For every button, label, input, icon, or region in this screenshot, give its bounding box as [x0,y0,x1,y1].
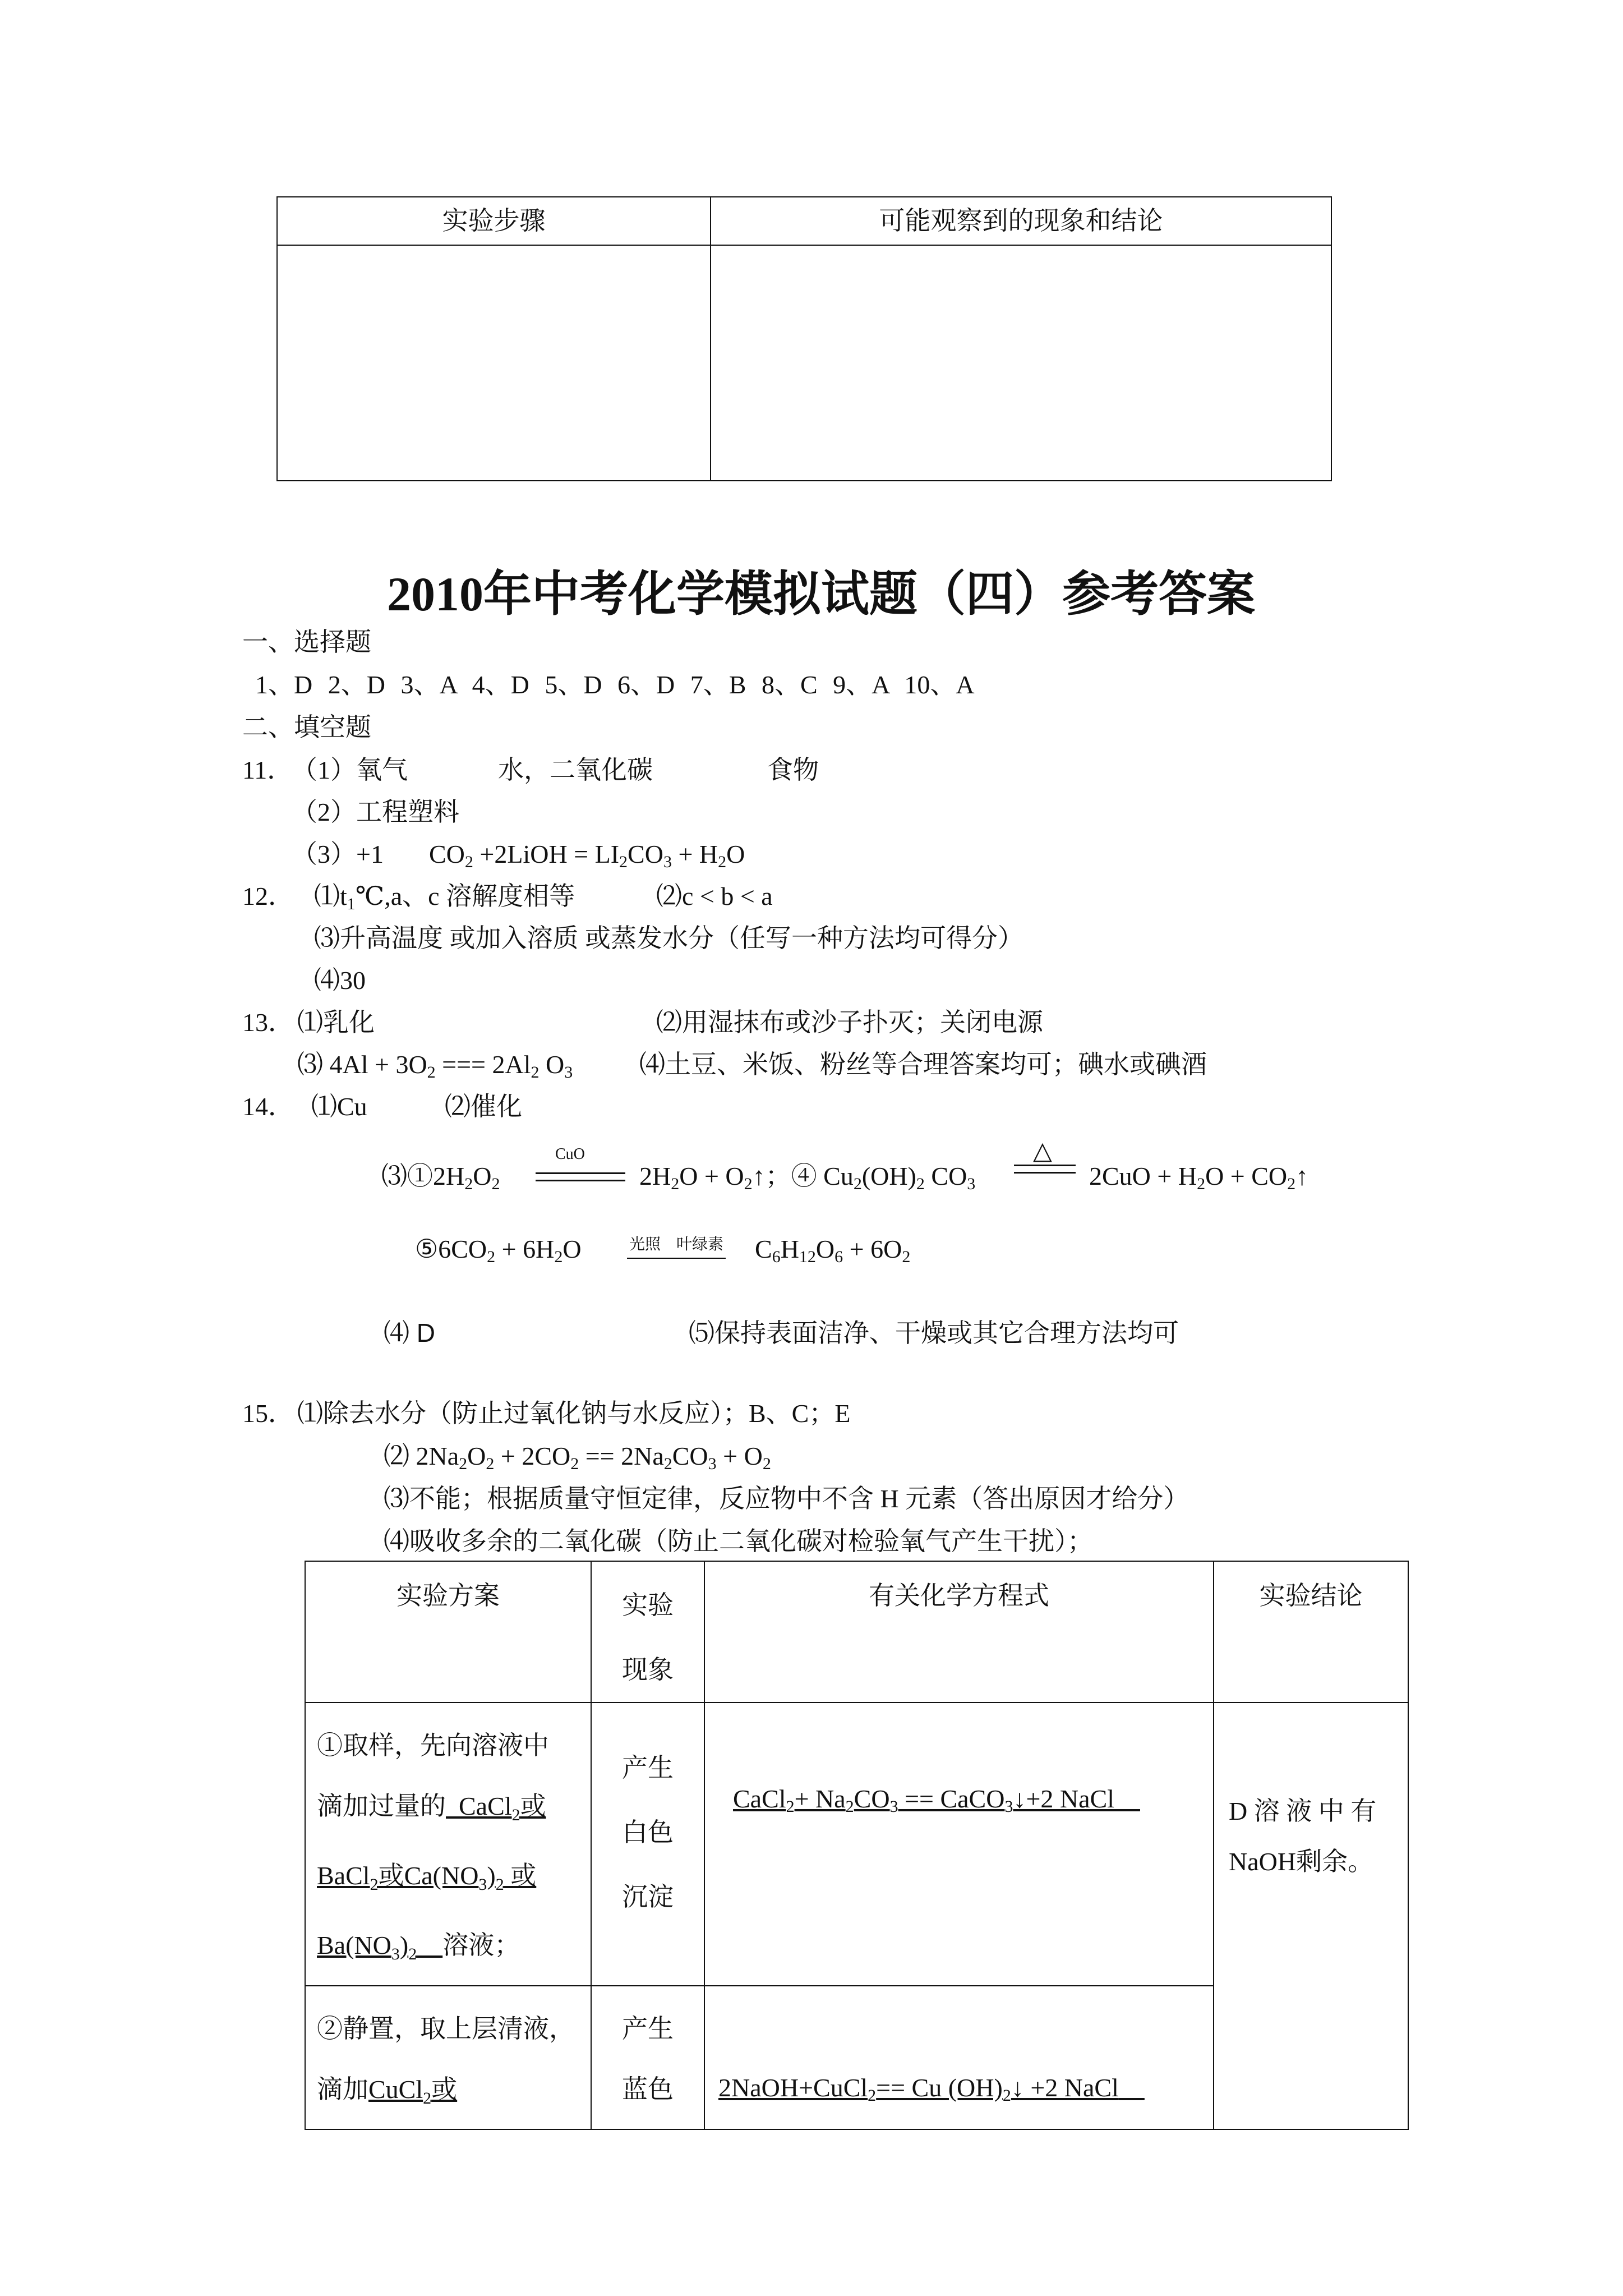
q12-part4: ⑷30 [314,966,366,995]
q11-part3-valence: （3）+1 [292,840,384,868]
q11-part1-water: 水，二氧化碳 [498,756,653,784]
q12-part3: ⑶升高温度 或加入溶质 或蒸发水分（任写一种方法均可得分） [314,924,1023,953]
q15-part1: ⑴除去水分（防止过氧化钠与水反应）；B、C；E [297,1399,851,1428]
section1-answers: 1、D 2、D 3、A 4、D 5、D 6、D 7、B 8、C 9、A 10、A [255,670,975,699]
row2-equation: 2NaOH+CuCl$_2$== Cu $(OH)_2↓ +2$ NaCl [704,1986,1214,2129]
q13-part1: ⑴乳化 [297,1008,375,1037]
section2-heading: 二、填空题 [242,713,371,742]
header-observation: 实验 现象 [591,1561,704,1703]
q13-part3-equation: ⑶ $4Al + 3O_2$ === $2Al_2$ $O_3$ [297,1050,573,1082]
row1-plan: ①取样，先向溶液中 滴加过量的 CaCl$_2$或 BaCl$_2$或$Ca(NO_3)_2$ 或 $Ba(NO_3)_2$ 溶液； [305,1703,591,1986]
q13-number: 13． [242,1008,294,1037]
q14-part2: ⑵催化 [445,1092,522,1121]
q11-part3-equation: $CO_2$ +2LiOH = $LI_2CO_3 + H_2O$ [429,840,745,871]
top-table-header-steps: 实验步骤 [277,197,711,245]
row2-plan: ②静置，取上层清液， 滴加CuCl$_2$或 [305,1986,591,2129]
q14-equation2-right: $2CuO + H_2O$ + $CO_2↑$ [1089,1162,1309,1193]
top-table-cell-observations [711,245,1331,481]
q15-number: 15． [242,1399,294,1428]
section1-heading: 一、选择题 [242,628,371,656]
q11-number: 11． [242,756,293,784]
q14-equation1-right: $2H_2O$ + $O_2↑$；④ $Cu_2(OH)_2$ $CO_3$ [639,1162,976,1193]
q14-part5: ⑸保持表面洁净、干燥或其它合理方法均可 [689,1318,1179,1347]
q11-part2: （2）工程塑料 [292,798,459,826]
conclusion-cell: D 溶 液 中 有 NaOH剩余。 [1214,1703,1408,2129]
heat-symbol: △ [1033,1137,1052,1165]
equals-double-line-1 [536,1172,625,1181]
q11-part1-food: 食物 [767,756,819,784]
experiment-table [305,1561,1409,2130]
q13-part4: ⑷土豆、米饭、粉丝等合理答案均可；碘水或碘酒 [639,1050,1207,1079]
row1-equation: CaCl$_2$+ $Na_2CO_3$ == CaCO$_3$↓+2 NaCl [704,1703,1214,1986]
q12-number: 12． [242,882,294,910]
photosynthesis-condition: 光照 叶绿素 [627,1232,726,1259]
q15-part2-equation: ⑵ $2Na_2O_2 + 2CO_2 == 2Na_2CO_3 + O_2$ [384,1442,771,1473]
q14-part1: ⑴Cu [311,1092,367,1121]
header-equation: 有关化学方程式 [704,1561,1214,1703]
q15-part3: ⑶不能；根据质量守恒定律，反应物中不含 H 元素（答出原因才给分） [384,1484,1189,1513]
q15-part4: ⑷吸收多余的二氧化碳（防止二氧化碳对检验氧气产生干扰）； [384,1527,1093,1556]
q12-part1: $⑴t_1℃,a$、c 溶解度相等 [314,882,575,913]
row1-observation: 产生 白色 沉淀 [591,1703,704,1986]
page-title: 2010年中考化学模拟试题（四）参考答案 [387,567,1255,621]
q14-equation1-left: $⑶①2H_2O_2$ [381,1162,500,1193]
equals-double-line-2 [1014,1165,1076,1174]
catalyst-label: CuO [555,1145,585,1163]
row2-observation: 产生 蓝色 [591,1986,704,2129]
q14-equation3-left: $⑤6CO_2 + 6H_2O$ [415,1235,582,1266]
q13-part2: ⑵用湿抹布或沙子扑灭；关闭电源 [656,1008,1043,1037]
top-table-cell-steps [277,245,711,481]
q12-part2: ⑵c < b < a [656,882,773,910]
top-table [276,196,1332,481]
top-table-header-observations: 可能观察到的现象和结论 [711,197,1331,245]
q14-number: 14． [242,1092,294,1121]
header-conclusion: 实验结论 [1214,1561,1408,1703]
q11-part1-oxygen: （1）氧气 [292,756,408,784]
header-plan: 实验方案 [305,1561,591,1703]
q14-part4: ⑷ D [384,1318,435,1347]
q14-equation3-right: $C_6H_{12}O_6 + 6O_2$ [755,1235,911,1266]
